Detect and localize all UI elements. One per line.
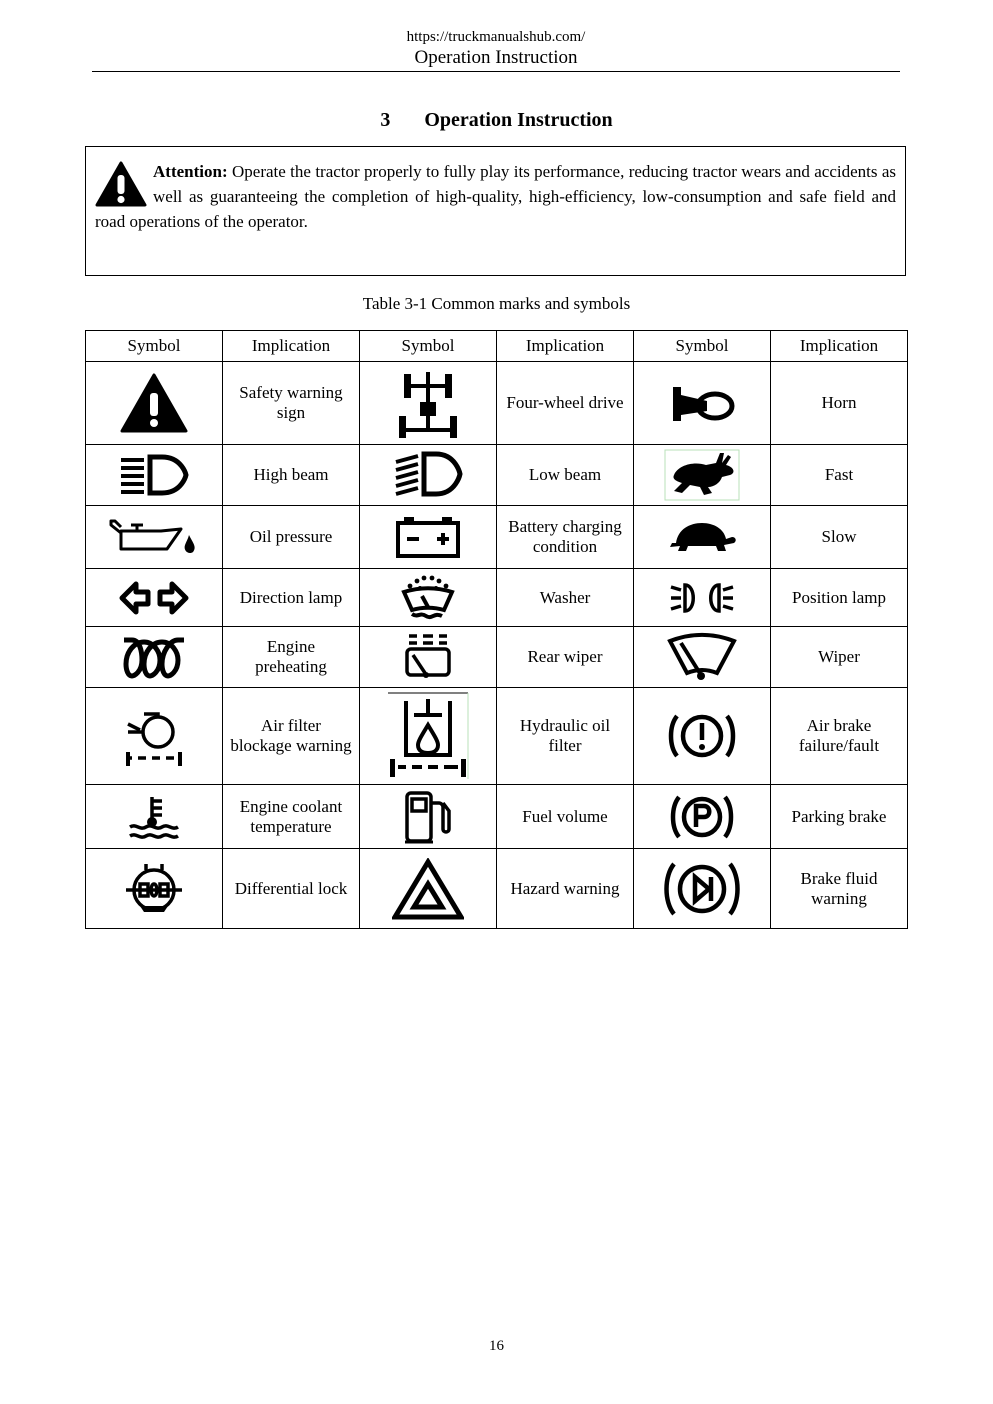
symbol-cell	[86, 569, 223, 627]
attention-box	[85, 146, 906, 276]
preheat-coil-icon	[120, 634, 188, 680]
symbol-cell	[360, 569, 497, 627]
implication-cell: Battery charging condition	[497, 506, 634, 569]
symbol-cell	[634, 785, 771, 849]
implication-cell: High beam	[223, 445, 360, 506]
attention-text: Operate the tractor properly to fully play its performance, reducing tractor wears and accidents as well as guaranteeing the completion of high-quality, high-efficiency, low-consumption and safe field and road operations of the operator.	[95, 162, 897, 231]
low-beam-icon	[392, 450, 464, 500]
rear-wiper-icon	[403, 633, 453, 681]
section-heading	[0, 109, 993, 132]
implication-cell: Fuel volume	[497, 785, 634, 849]
high-beam-icon	[118, 453, 190, 497]
brake-fluid-icon	[662, 858, 742, 920]
hazard-triangle-icon	[392, 858, 464, 920]
table-row	[86, 627, 908, 688]
implication-cell: Wiper	[771, 627, 908, 688]
implication-cell: Air brake failure/fault	[771, 688, 908, 785]
column-header: Implication	[223, 331, 360, 362]
implication-cell: Brake fluid warning	[771, 849, 908, 929]
oil-can-icon	[109, 517, 199, 557]
implication-cell: Hydraulic oil filter	[497, 688, 634, 785]
table-row	[86, 506, 908, 569]
hydraulic-filter-icon	[386, 691, 470, 781]
four-wheel-drive-icon	[396, 366, 460, 440]
table-row	[86, 785, 908, 849]
implication-cell: Parking brake	[771, 785, 908, 849]
section-number: 3	[380, 109, 391, 131]
implication-cell: Low beam	[497, 445, 634, 506]
symbol-cell	[360, 688, 497, 785]
implication-cell: Fast	[771, 445, 908, 506]
implication-cell: Engine preheating	[223, 627, 360, 688]
column-header: Symbol	[360, 331, 497, 362]
implication-cell: Oil pressure	[223, 506, 360, 569]
header-title: Operation Instruction	[414, 47, 578, 68]
section-title: Operation Instruction	[424, 109, 613, 131]
symbols-table	[85, 330, 908, 929]
symbol-cell	[86, 506, 223, 569]
table-row	[86, 569, 908, 627]
wiper-icon	[667, 631, 737, 683]
column-header: Symbol	[634, 331, 771, 362]
symbol-cell	[86, 627, 223, 688]
symbol-cell	[634, 362, 771, 445]
symbol-cell	[360, 849, 497, 929]
attention-label: Attention:	[153, 162, 228, 181]
air-filter-icon	[122, 702, 186, 770]
page-header	[92, 28, 900, 70]
turtle-icon	[666, 519, 738, 555]
header-url: https://truckmanualshub.com/	[406, 29, 586, 45]
symbol-cell	[360, 506, 497, 569]
symbol-cell	[86, 785, 223, 849]
implication-cell: Differential lock	[223, 849, 360, 929]
horn-icon	[669, 381, 735, 425]
parking-brake-icon	[670, 791, 734, 843]
symbol-cell	[634, 569, 771, 627]
header-divider	[92, 71, 900, 72]
direction-arrows-icon	[118, 578, 190, 618]
symbol-cell	[634, 849, 771, 929]
implication-cell: Position lamp	[771, 569, 908, 627]
symbol-cell	[634, 627, 771, 688]
table-header-row	[86, 331, 908, 362]
coolant-temperature-icon	[126, 793, 182, 841]
table-caption: Table 3-1 Common marks and symbols	[362, 294, 631, 313]
position-lamp-icon	[669, 579, 735, 617]
differential-lock-icon	[124, 860, 184, 918]
symbol-cell	[86, 688, 223, 785]
symbol-cell	[634, 506, 771, 569]
air-brake-icon	[667, 709, 737, 763]
symbol-cell	[86, 849, 223, 929]
table-row	[86, 688, 908, 785]
symbol-cell	[86, 445, 223, 506]
table-row	[86, 849, 908, 929]
warning-triangle-icon	[119, 372, 189, 434]
implication-cell: Washer	[497, 569, 634, 627]
implication-cell: Hazard warning	[497, 849, 634, 929]
battery-icon	[395, 515, 461, 559]
page-number: 16	[489, 1338, 504, 1354]
column-header: Implication	[497, 331, 634, 362]
implication-cell: Direction lamp	[223, 569, 360, 627]
implication-cell: Air filter blockage warning	[223, 688, 360, 785]
symbol-cell	[86, 362, 223, 445]
symbol-cell	[360, 445, 497, 506]
column-header: Implication	[771, 331, 908, 362]
implication-cell: Safety warning sign	[223, 362, 360, 445]
symbol-cell	[634, 445, 771, 506]
implication-cell: Four-wheel drive	[497, 362, 634, 445]
symbol-cell	[634, 688, 771, 785]
implication-cell: Horn	[771, 362, 908, 445]
implication-cell: Engine coolant temperature	[223, 785, 360, 849]
fuel-pump-icon	[403, 789, 453, 845]
symbol-cell	[360, 785, 497, 849]
warning-triangle-icon	[95, 161, 147, 207]
symbol-cell	[360, 362, 497, 445]
washer-icon	[400, 574, 456, 622]
column-header: Symbol	[86, 331, 223, 362]
rabbit-icon	[664, 449, 740, 501]
table-row	[86, 445, 908, 506]
symbol-cell	[360, 627, 497, 688]
implication-cell: Rear wiper	[497, 627, 634, 688]
implication-cell: Slow	[771, 506, 908, 569]
table-row	[86, 362, 908, 445]
